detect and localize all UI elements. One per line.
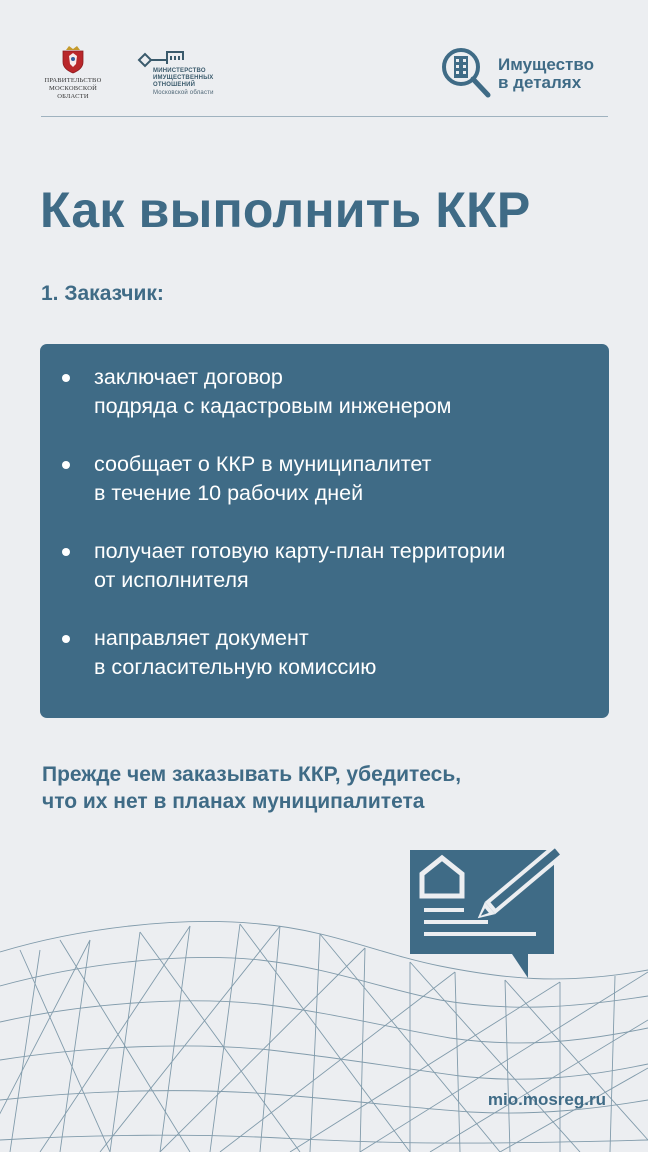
government-logo xyxy=(41,44,105,101)
list-item xyxy=(40,363,609,421)
header-divider xyxy=(41,116,608,117)
list-item-line: в течение 10 рабочих дней xyxy=(94,481,364,505)
footer-url[interactable]: mio.mosreg.ru xyxy=(487,1090,606,1109)
ministry-line: МИНИСТЕРСТВО xyxy=(153,68,206,74)
note-line: Прежде чем заказывать ККР, убедитесь, xyxy=(42,763,462,786)
list-item xyxy=(40,624,609,682)
steps-card xyxy=(40,344,609,718)
brand-logo xyxy=(440,46,608,100)
coat-of-arms-icon xyxy=(60,44,86,74)
brand-line: Имущество xyxy=(498,55,594,74)
list-item xyxy=(40,450,609,508)
list-item-line: сообщает о ККР в муниципалитет xyxy=(94,452,432,476)
list-item-line: заключает договор xyxy=(94,365,283,389)
ministry-line: ИМУЩЕСТВЕННЫХ xyxy=(153,75,214,82)
list-item-line: подряда с кадастровым инженером xyxy=(94,394,452,418)
list-item-line: от исполнителя xyxy=(94,568,249,592)
ministry-logo xyxy=(137,48,257,96)
bullet-icon xyxy=(62,374,70,382)
section-subtitle: 1. Заказчик: xyxy=(41,282,164,305)
gov-logo-line: МОСКОВСКОЙ xyxy=(49,85,97,92)
ministry-key-house-icon xyxy=(137,48,189,70)
brand-line: в деталях xyxy=(498,73,582,92)
list-item xyxy=(40,537,609,595)
list-item-line: направляет документ xyxy=(94,626,309,650)
bullet-icon xyxy=(62,461,70,469)
document-pencil-icon xyxy=(408,848,588,980)
bullet-icon xyxy=(62,635,70,643)
note-line: что их нет в планах муниципалитета xyxy=(42,790,425,813)
magnifier-building-icon xyxy=(440,46,494,100)
page-title: Как выполнить ККР xyxy=(40,182,531,238)
steps-list xyxy=(40,363,609,711)
list-item-line: в согласительную комиссию xyxy=(94,655,377,679)
ministry-line: ОТНОШЕНИЙ xyxy=(153,82,196,89)
ministry-subtitle: Московской области xyxy=(153,89,214,96)
header xyxy=(41,44,608,116)
bullet-icon xyxy=(62,548,70,556)
list-item-line: получает готовую карту-план территории xyxy=(94,539,506,563)
note-text xyxy=(42,761,461,815)
gov-logo-line: ОБЛАСТИ xyxy=(57,93,89,100)
gov-logo-line: ПРАВИТЕЛЬСТВО xyxy=(44,77,102,84)
